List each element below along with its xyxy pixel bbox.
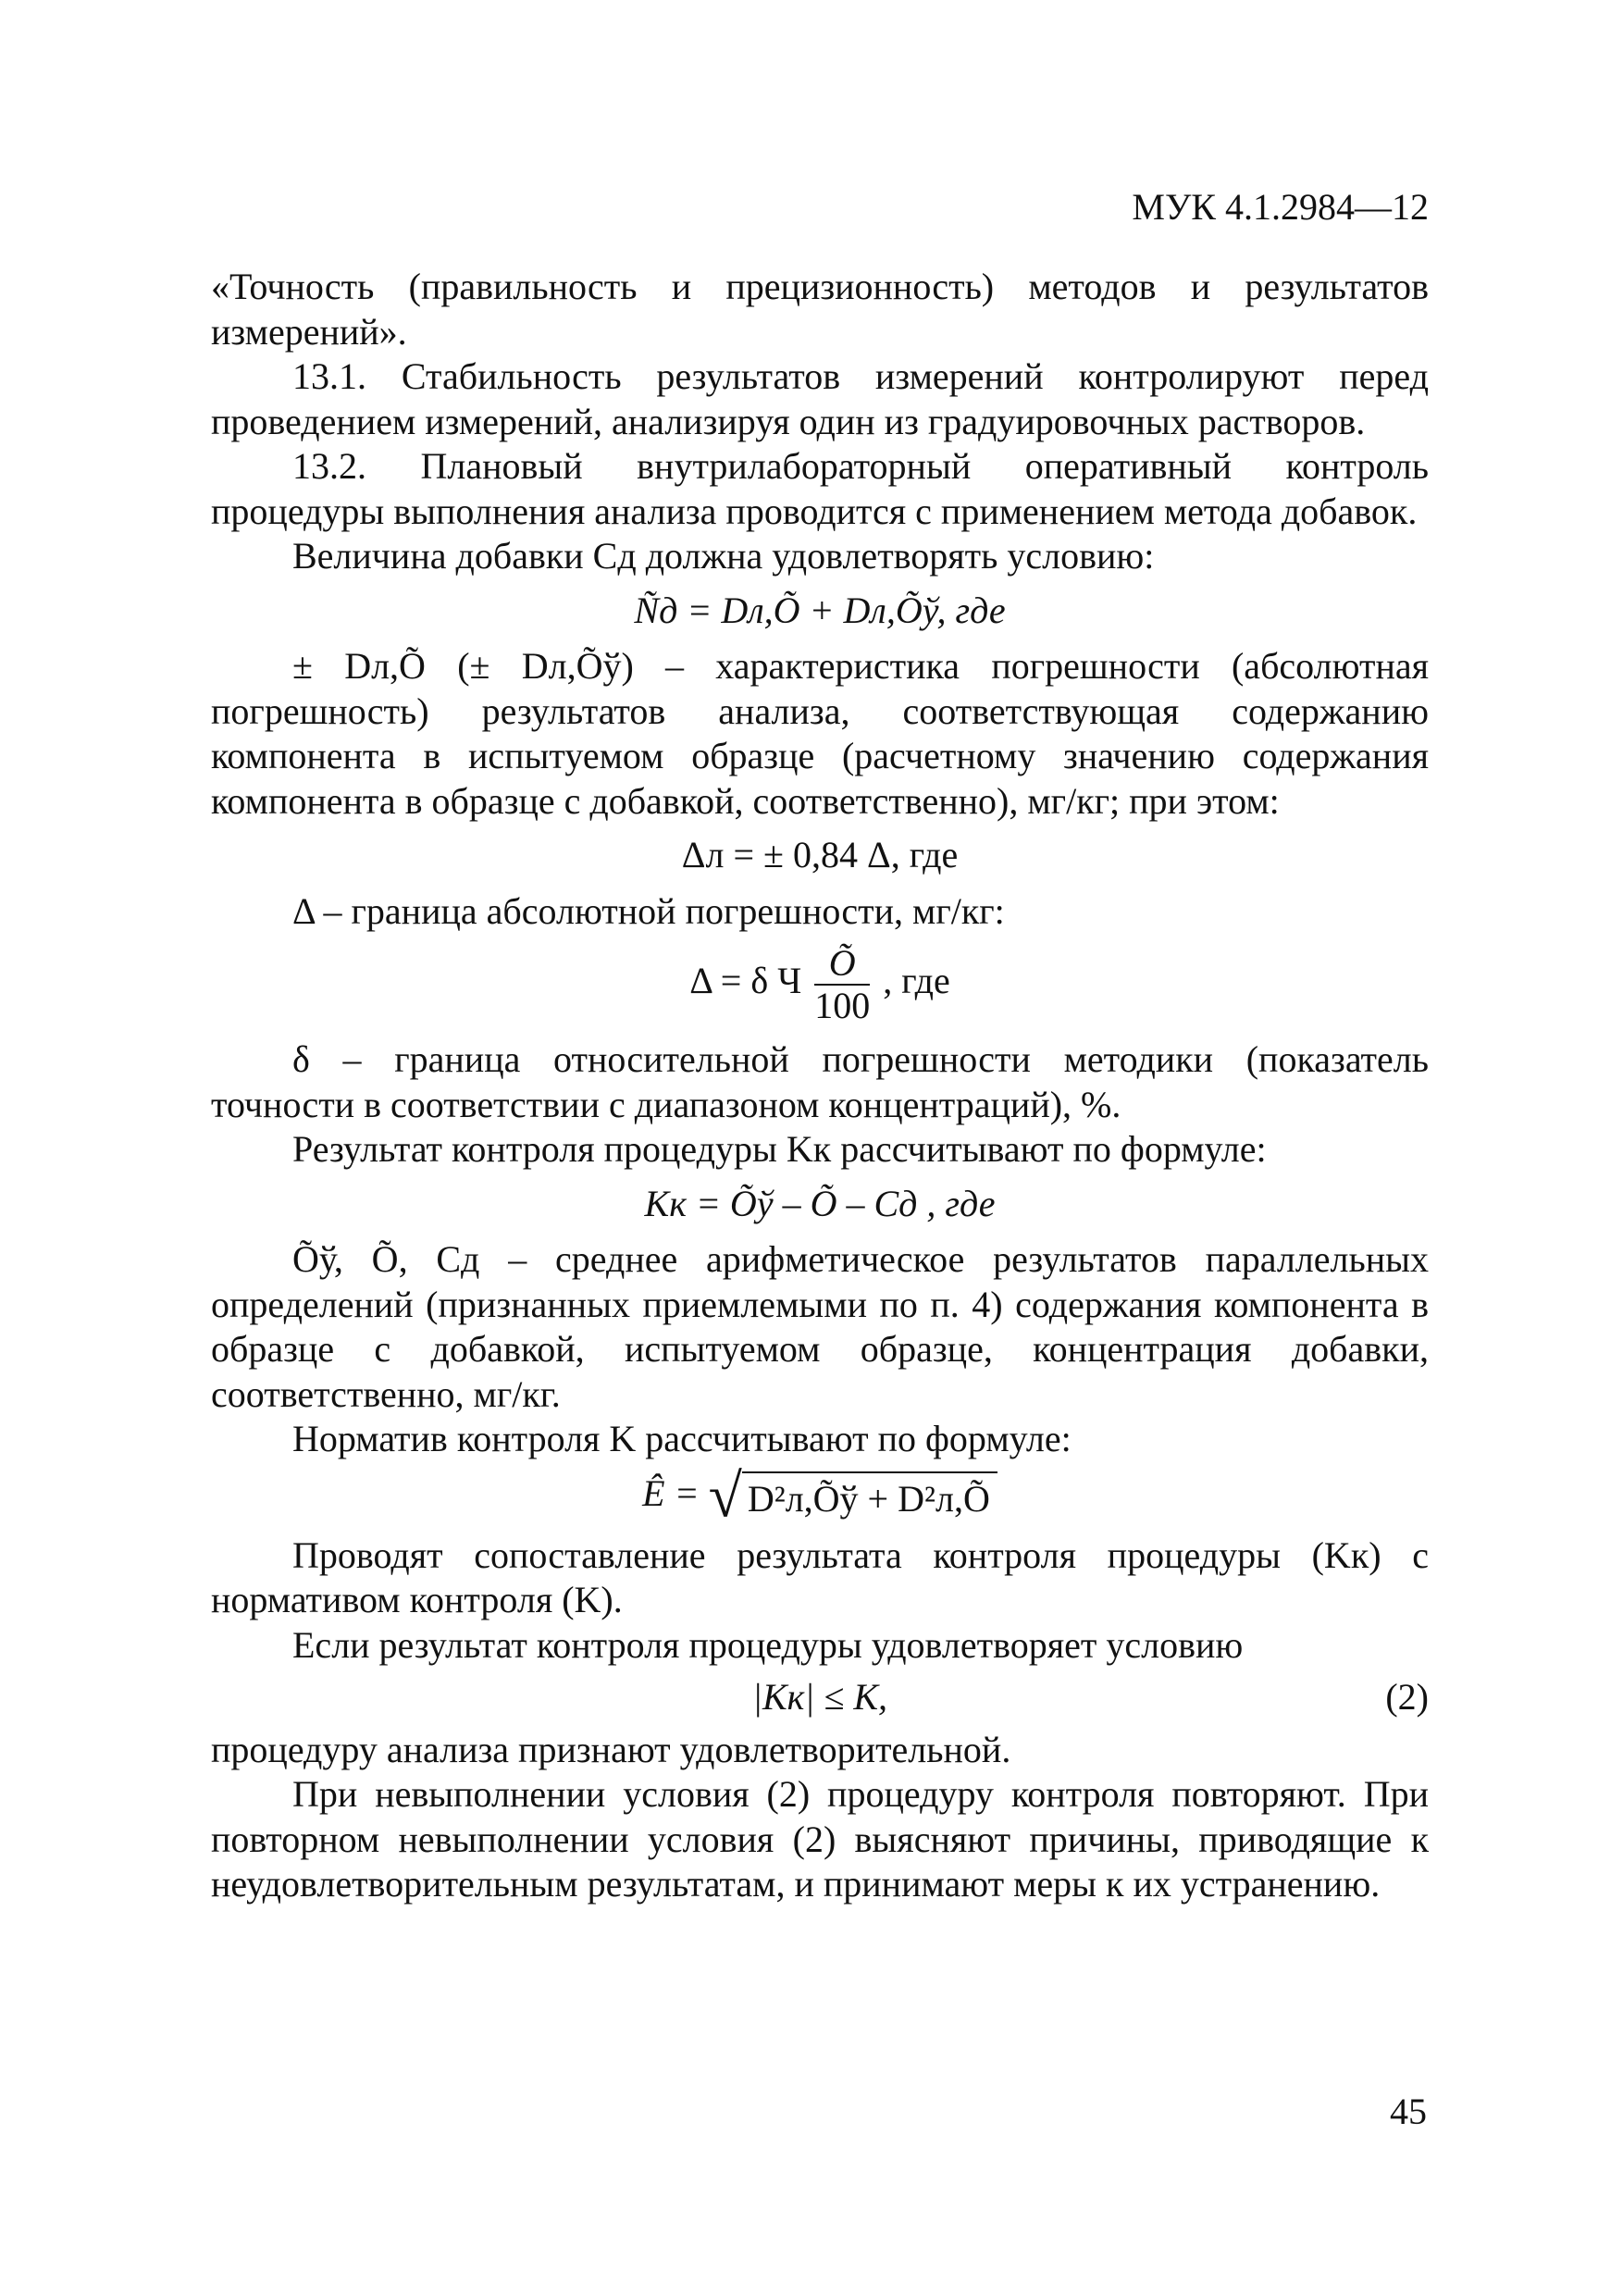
page-number: 45 bbox=[1390, 2091, 1427, 2132]
paragraph-additive-condition: Величина добавки Cд должна удовлетворять условию: bbox=[292, 535, 1155, 577]
paragraph-13-2: 13.2. Плановый внутрилабораторный оперативный контроль процедуры выполнения анализа проводится с применением метода добавок. bbox=[211, 445, 1429, 532]
radical-sign-icon: √ bbox=[708, 1462, 742, 1531]
formula-delta bbox=[211, 943, 1429, 1026]
paragraph-0: «Точность (правильность и прецизионность) методов и результатов измерений». bbox=[211, 266, 1429, 353]
formula-delta-right: , где bbox=[883, 960, 950, 1002]
document-code: МУК 4.1.2984—12 bbox=[1132, 186, 1429, 228]
paragraph-delta-relative: δ – граница относительной погрешности методики (показатель точности в соответствии с диапазоном концентраций), %. bbox=[211, 1038, 1429, 1125]
paragraph-satisfactory: процедуру анализа признают удовлетворительной. bbox=[211, 1728, 1011, 1770]
fraction-denominator: 100 bbox=[814, 985, 871, 1026]
formula-delta-l: Δл = ± 0,84 Δ, где bbox=[681, 834, 959, 875]
radicand: D²л,Õў + D²л,Õ bbox=[742, 1471, 997, 1522]
condition-expression: |Kк| ≤ K, bbox=[751, 1676, 887, 1719]
formula-control-norm bbox=[211, 1462, 1429, 1531]
equation-number: (2) bbox=[1385, 1676, 1429, 1719]
formula-condition-2 bbox=[211, 1675, 1429, 1720]
formula-delta-fraction bbox=[814, 943, 870, 1026]
formula-delta-left: Δ = δ Ч bbox=[689, 960, 802, 1002]
paragraph-failure: При невыполнении условия (2) процедуру контроля повторяют. При повторном невыполнении условия (2) выясняют причины, приводящие к неудовлетворительным результатам, и принимают меры к их устранению. bbox=[211, 1773, 1429, 1905]
paragraph-delta-definition: Δ – граница абсолютной погрешности, мг/кг: bbox=[292, 889, 1005, 932]
paragraph-control-norm: Норматив контроля K рассчитывают по формуле: bbox=[292, 1418, 1072, 1459]
body-text bbox=[211, 265, 1429, 1907]
fraction-numerator: Õ bbox=[814, 943, 870, 986]
formula-additive: Ñд = Dл,Õ + Dл,Õў, где bbox=[634, 589, 1006, 631]
paragraph-control-result: Результат контроля процедуры Kк рассчитывают по формуле: bbox=[292, 1128, 1267, 1170]
paragraph-comparison: Проводят сопоставление результата контроля процедуры (Kк) с нормативом контроля (K). bbox=[211, 1533, 1429, 1621]
paragraph-13-1: 13.1. Стабильность результатов измерений контролируют перед проведением измерений, анализируя один из градуировочных растворов. bbox=[211, 355, 1429, 442]
formula-norm-left: Ê = bbox=[642, 1471, 700, 1514]
formula-control-result: Kк = Õў – Õ – Cд , где bbox=[644, 1182, 996, 1224]
square-root bbox=[708, 1462, 997, 1531]
paragraph-mean-definition: Õў, Õ, Cд – среднее арифметическое результатов параллельных определений (признанных приемлемыми по п. 4) содержания компонента в образце с добавкой, испытуемом образце, концентрация добавки, соответственно, мг/кг. bbox=[211, 1238, 1429, 1415]
paragraph-if-condition: Если результат контроля процедуры удовлетворяет условию bbox=[292, 1623, 1244, 1666]
paragraph-error-characteristic: ± Dл,Õ (± Dл,Õў) – характеристика погрешности (абсолютная погрешность) результатов анализа, соответствующая содержанию компонента в испытуемом образце (расчетному значению содержания компонента в образце с добавкой, соответственно), мг/кг; при этом: bbox=[211, 645, 1429, 822]
